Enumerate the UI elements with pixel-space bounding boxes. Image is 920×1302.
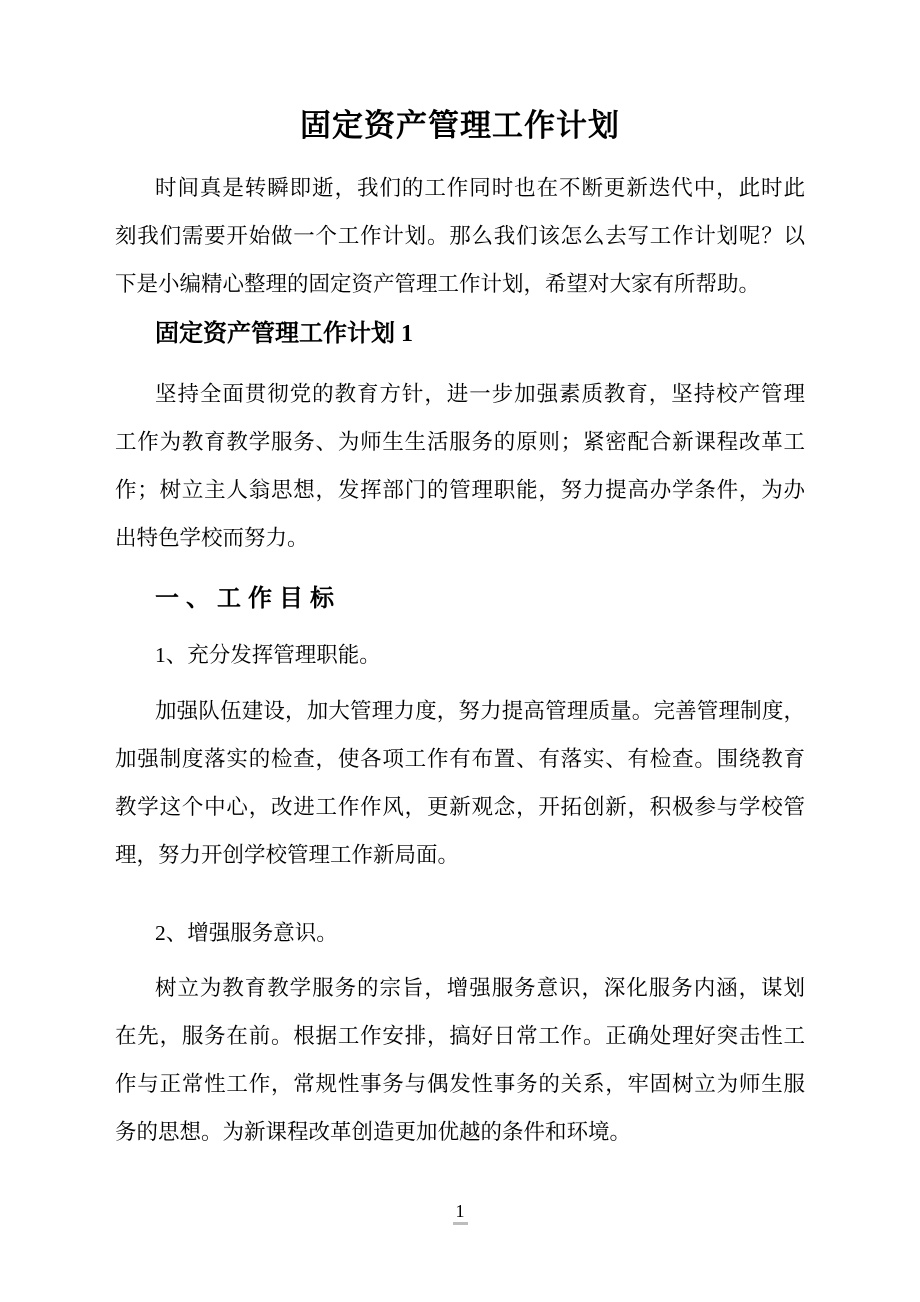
numbered-item: 2、增强服务意识。 (155, 921, 338, 945)
paragraph-line: 务的思想。为新课程改革创造更加优越的条件和环境。 (115, 1120, 632, 1144)
paragraph-line: 下是小编精心整理的固定资产管理工作计划，希望对大家有所帮助。 (115, 272, 761, 296)
paragraph-line: 加强队伍建设，加大管理力度，努力提高管理质量。完善管理制度， (155, 699, 805, 723)
goal2-body-paragraph (115, 964, 805, 1156)
page-footer (0, 1200, 920, 1225)
section-heading: 固定资产管理工作计划 1 (155, 321, 413, 347)
paragraph-line: 教学这个中心，改进工作作风，更新观念，开拓创新，积极参与学校管 (115, 795, 805, 819)
paragraph-line: 作与正常性工作，常规性事务与偶发性事务的关系，牢固树立为师生服 (115, 1072, 805, 1096)
goal1-title-paragraph (115, 631, 805, 679)
section-heading: 一、工作目标 (155, 586, 341, 612)
paragraph-line: 树立为教育教学服务的宗旨，增强服务意识，深化服务内涵，谋划 (155, 976, 805, 1000)
goals-heading-block (115, 575, 805, 623)
paragraph-line: 出特色学校而努力。 (115, 526, 309, 550)
paragraph-line: 在先，服务在前。根据工作安排，搞好日常工作。正确处理好突击性工 (115, 1024, 805, 1048)
goal1-body-paragraph (115, 687, 805, 879)
goal2-title-paragraph (115, 909, 805, 957)
page-number: 1 (453, 1200, 468, 1225)
paragraph-line: 时间真是转瞬即逝，我们的工作同时也在不断更新迭代中，此时此 (155, 176, 805, 200)
paragraph-line: 理，努力开创学校管理工作新局面。 (115, 843, 460, 867)
paragraph-line: 工作为教育教学服务、为师生生活服务的原则；紧密配合新课程改革工 (115, 430, 805, 454)
paragraph-line: 加强制度落实的检查，使各项工作有布置、有落实、有检查。围绕教育 (115, 747, 805, 771)
section1-paragraph (115, 370, 805, 562)
paragraph-line: 刻我们需要开始做一个工作计划。那么我们该怎么去写工作计划呢？以 (115, 224, 805, 248)
paragraph-line: 作；树立主人翁思想，发挥部门的管理职能，努力提高办学条件，为办 (115, 478, 805, 502)
paragraph-line: 坚持全面贯彻党的教育方针，进一步加强素质教育，坚持校产管理 (155, 382, 805, 406)
intro-paragraph (115, 164, 805, 308)
numbered-item: 1、充分发挥管理职能。 (155, 643, 381, 667)
section1-heading-block (115, 310, 805, 358)
document-title: 固定资产管理工作计划 (300, 108, 620, 143)
